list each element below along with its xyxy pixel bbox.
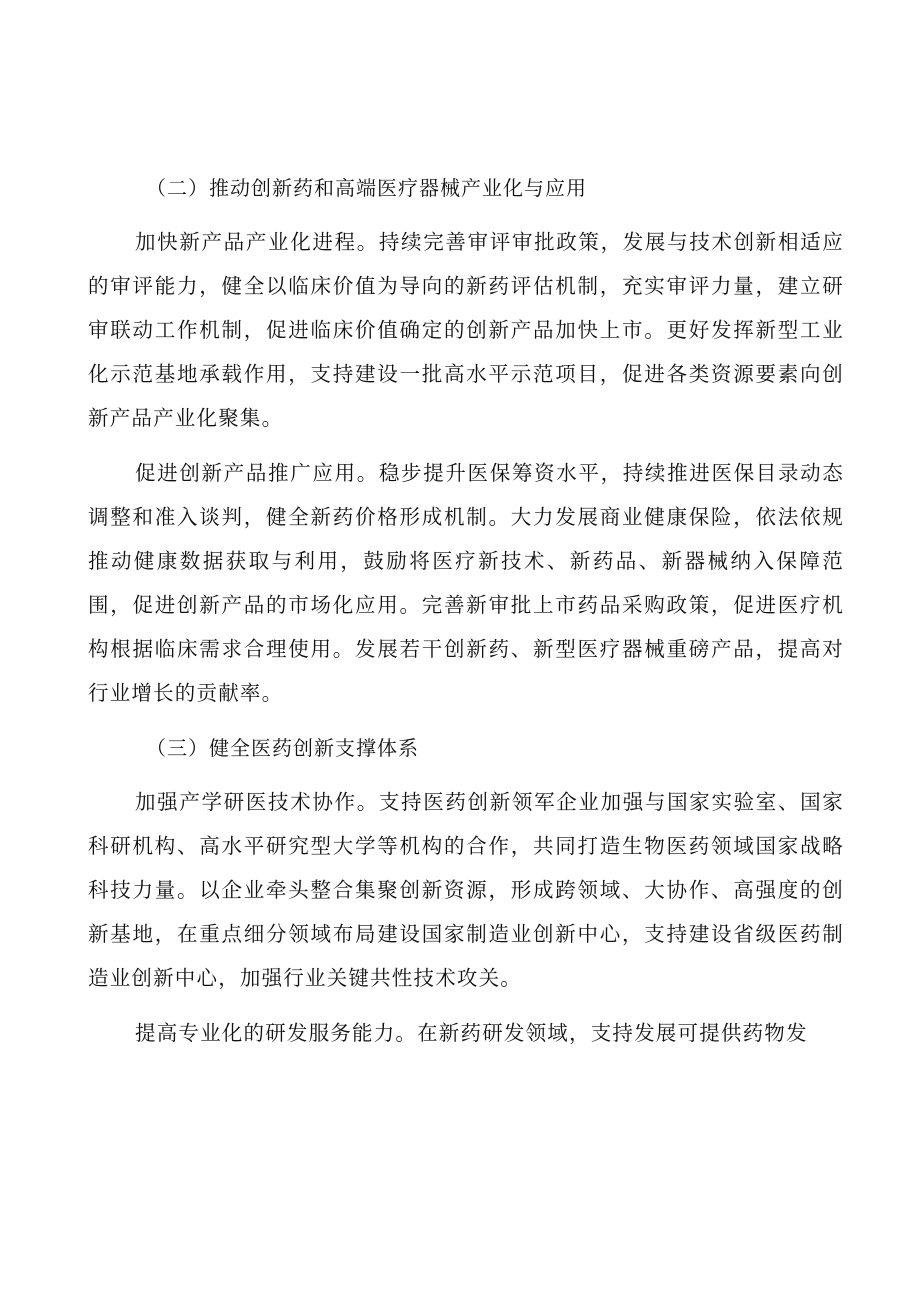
paragraph-industry-research-collaboration: 加强产学研医技术协作。支持医药创新领军企业加强与国家实验室、国家科研机构、高水平研究型大学等机构的合作，共同打造生物医药领域国家战略科技力量。以企业牵头整合集聚创新资源，形成跨领域、大协作、高强度的创新基地，在重点细分领域布局建设国家制造业创新中心，支持建设省级医药制造业创新中心，加强行业关键共性技术攻关。 [88,790,844,990]
section-heading-3: （三）健全医药创新支撑体系 [146,736,419,760]
paragraph-product-promotion: 促进创新产品推广应用。稳步提升医保筹资水平，持续推进医保目录动态调整和准入谈判，健全新药价格形成机制。大力发展商业健康保险，依法依规推动健康数据获取与利用，鼓励将医疗新技术、新药品、新器械纳入保障范围，促进创新产品的市场化应用。完善新审批上市药品采购政策，促进医疗机构根据临床需求合理使用。发展若干创新药、新型医疗器械重磅产品，提高对行业增长的贡献率。 [88,461,844,705]
paragraph-rd-service-capability: 提高专业化的研发服务能力。在新药研发领域，支持发展可提供药物发 [135,1021,808,1045]
document-body [88,166,844,1066]
section-heading-2: （二）推动创新药和高端医疗器械产业化与应用 [146,176,587,200]
paragraph-product-industrialization: 加快新产品产业化进程。持续完善审评审批政策，发展与技术创新相适应的审评能力，健全以临床价值为导向的新药评估机制，充实审评力量，建立研审联动工作机制，促进临床价值确定的创新产品加快上市。更好发挥新型工业化示范基地承载作用，支持建设一批高水平示范项目，促进各类资源要素向创新产品产业化聚集。 [88,230,844,430]
